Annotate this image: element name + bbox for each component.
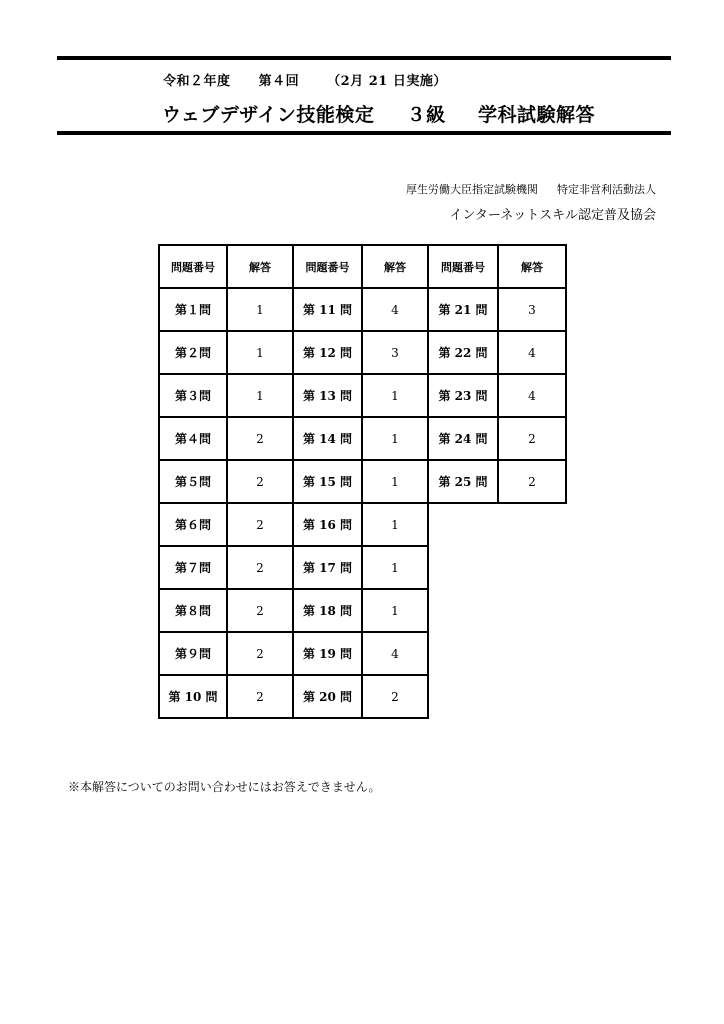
answer-cell: 1: [362, 460, 428, 503]
empty-cell: [428, 503, 498, 546]
answer-cell: 2: [227, 417, 293, 460]
page-title: [162, 100, 595, 127]
answer-cell: 4: [362, 288, 428, 331]
exam-subject: 学科試験解答: [477, 104, 595, 126]
column-header: 解答: [227, 245, 293, 288]
empty-cell: [498, 589, 566, 632]
table-header-row: [159, 245, 566, 288]
answer-cell: 1: [362, 503, 428, 546]
answer-cell: 2: [227, 460, 293, 503]
empty-cell: [428, 589, 498, 632]
question-number-cell: 第７問: [159, 546, 227, 589]
table-row: [159, 460, 566, 503]
column-header: 問題番号: [159, 245, 227, 288]
column-header: 問題番号: [293, 245, 362, 288]
answer-cell: 3: [498, 288, 566, 331]
table-row: [159, 331, 566, 374]
table-row: [159, 589, 566, 632]
question-number-cell: 第 12 問: [293, 331, 362, 374]
question-number-cell: 第 21 問: [428, 288, 498, 331]
question-number-cell: 第 15 問: [293, 460, 362, 503]
question-number-cell: 第８問: [159, 589, 227, 632]
answer-cell: 2: [227, 632, 293, 675]
table-row: [159, 503, 566, 546]
organization-type: 特定非営利活動法人: [557, 183, 656, 196]
empty-cell: [498, 675, 566, 718]
question-number-cell: 第 25 問: [428, 460, 498, 503]
organization-designation: 厚生労働大臣指定試験機関: [406, 183, 538, 196]
question-number-cell: 第 13 問: [293, 374, 362, 417]
answer-cell: 1: [362, 417, 428, 460]
table-row: [159, 417, 566, 460]
question-number-cell: 第 10 問: [159, 675, 227, 718]
answer-cell: 1: [362, 589, 428, 632]
organization-name: インターネットスキル認定普及協会: [449, 208, 656, 223]
exam-name: ウェブデザイン技能検定: [162, 104, 375, 126]
question-number-cell: 第 14 問: [293, 417, 362, 460]
answer-cell: 2: [498, 417, 566, 460]
column-header: 問題番号: [428, 245, 498, 288]
answer-cell: 3: [362, 331, 428, 374]
question-number-cell: 第 19 問: [293, 632, 362, 675]
exam-round: 第４回: [258, 74, 300, 89]
disclaimer-note: ※本解答についてのお問い合わせにはお答えできません。: [68, 780, 381, 794]
header-top-rule: [57, 56, 671, 60]
answer-cell: 2: [498, 460, 566, 503]
question-number-cell: 第９問: [159, 632, 227, 675]
answer-cell: 4: [498, 374, 566, 417]
question-number-cell: 第 11 問: [293, 288, 362, 331]
answer-cell: 2: [227, 589, 293, 632]
answer-cell: 1: [362, 374, 428, 417]
column-header: 解答: [498, 245, 566, 288]
empty-cell: [428, 632, 498, 675]
exam-era: 令和２年度: [163, 74, 231, 89]
answer-cell: 4: [362, 632, 428, 675]
question-number-cell: 第２問: [159, 331, 227, 374]
question-number-cell: 第 17 問: [293, 546, 362, 589]
table-row: [159, 675, 566, 718]
question-number-cell: 第 24 問: [428, 417, 498, 460]
empty-cell: [428, 546, 498, 589]
answer-cell: 2: [227, 546, 293, 589]
question-number-cell: 第５問: [159, 460, 227, 503]
empty-cell: [498, 503, 566, 546]
table-row: [159, 374, 566, 417]
exam-session: [163, 70, 447, 89]
answer-cell: 2: [227, 675, 293, 718]
empty-cell: [498, 546, 566, 589]
question-number-cell: 第６問: [159, 503, 227, 546]
table-row: [159, 632, 566, 675]
question-number-cell: 第 22 問: [428, 331, 498, 374]
table-row: [159, 288, 566, 331]
question-number-cell: 第 18 問: [293, 589, 362, 632]
answer-cell: 1: [227, 288, 293, 331]
question-number-cell: 第 20 問: [293, 675, 362, 718]
exam-date: （2月 21 日実施）: [327, 74, 447, 89]
answer-cell: 2: [227, 503, 293, 546]
answer-cell: 1: [227, 331, 293, 374]
exam-grade: ３級: [406, 104, 446, 126]
answer-cell: 1: [362, 546, 428, 589]
column-header: 解答: [362, 245, 428, 288]
answer-table: [158, 244, 567, 719]
question-number-cell: 第４問: [159, 417, 227, 460]
table-row: [159, 546, 566, 589]
question-number-cell: 第 16 問: [293, 503, 362, 546]
organization-line: [406, 181, 656, 197]
question-number-cell: 第 23 問: [428, 374, 498, 417]
question-number-cell: 第３問: [159, 374, 227, 417]
empty-cell: [428, 675, 498, 718]
question-number-cell: 第１問: [159, 288, 227, 331]
answer-cell: 2: [362, 675, 428, 718]
empty-cell: [498, 632, 566, 675]
answer-cell: 4: [498, 331, 566, 374]
answer-cell: 1: [227, 374, 293, 417]
header-bottom-rule: [57, 131, 671, 135]
